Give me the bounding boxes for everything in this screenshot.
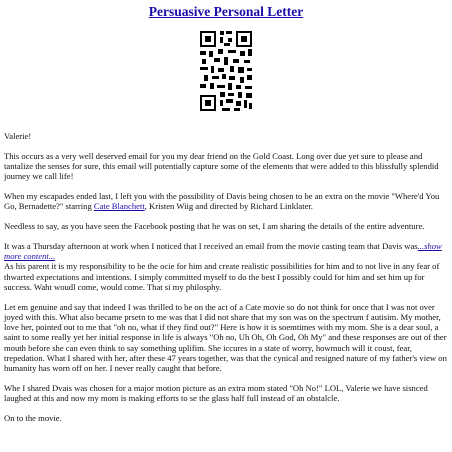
letter-body xyxy=(4,131,448,433)
letter-paragraph: This occurs as a very well deserved email for you my dear friend on the Gold Coast. Long over due yet sure to please and tantalize the senses for sure, this email will potentially capture some of the elements that were added to this blissfully splendid journey we call life! xyxy=(4,150,439,182)
letter-paragraph xyxy=(4,191,448,212)
cate-blanchett-link[interactable]: Cate Blanchett xyxy=(93,201,145,212)
paragraph-text: As his parent it is my responsibility to be the ocie for him and create realistic possibilities for him and to not live in any fear of thwarted expectations and intentions. I simply committed myself to do the best I possibly could for him and set him up for success. Waht woudl come, would come. That si my philosphy. xyxy=(4,261,440,292)
letter-greeting: Valerie! xyxy=(4,131,32,141)
letter-paragraph: On to the movie. xyxy=(4,412,62,423)
paragraph-text: When my escapades ended last, I left you with the possibility of Davis being chosen to be an extra on the movie "Where'd You Go, Bernadette?" starring xyxy=(4,190,440,212)
paragraph-text: , Kristen Wiig and directed by Richard Linklater. xyxy=(144,201,313,212)
paragraph-text: It was a Thursday afternoon at work when I noticed that I received an email from the movie casting team that Davis was xyxy=(4,240,418,251)
qr-code-icon xyxy=(198,29,254,113)
page-title[interactable]: Persuasive Personal Letter xyxy=(148,4,304,19)
letter-paragraph: Let em genuine and say that indeed I was thrilled to be on the act of a Cate movie so do not think for once that I was not over joyed with this. What also became prsetn to me was that I did not share that my son was on the spectrum f autisim. My mother, love her, pointed out to me that "oh no, what if they find out?" Here is how it is soemtimes with my mom. She is a dear soul, a saint to some really yet her initial response in life is always "Oh no, Uh Oh, Oh God, Oh My" and these responses are out of ther mouth before she can even think to say something uplifim. She iccures in a state of worry, howmuch will it coust, fear, trepedation. What I shared with her, after these 47 years together, was that the cynical and resigned nature of my father's view on humanity has worn off on her. I never really caught that before. xyxy=(4,301,447,374)
letter-paragraph: Whe I shared Dvais was chosen for a major motion picture as an extra mom stated "Oh No!" LOL, Valerie we have sisnced laughed at this and now my mom is making efforts to se the glass half full instead of an obstalcle. xyxy=(4,382,428,404)
show-more-link[interactable]: ...show more content... xyxy=(4,240,442,261)
letter-paragraph: Needless to say, as you have seen the Facebook posting that he was on set, I am sharing the details of the entire adventure. xyxy=(4,220,425,231)
letter-paragraph xyxy=(4,241,448,292)
